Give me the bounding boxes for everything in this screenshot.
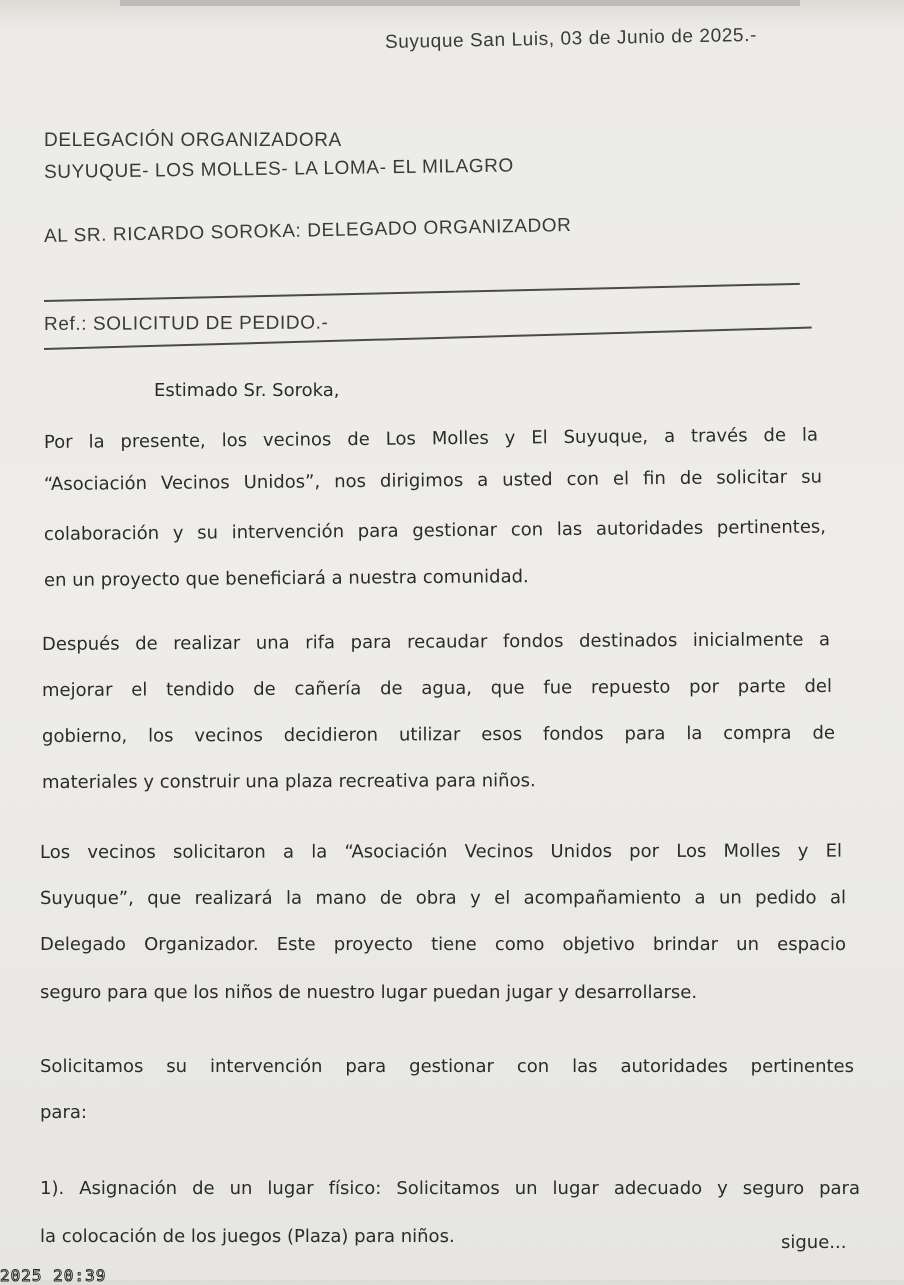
- continues-note: sigue...: [781, 1232, 847, 1253]
- paragraph-line: gobierno, los vecinos decidieron utilizar esos fondos para la compra de: [41, 722, 836, 747]
- paragraph-line: “Asociación Vecinos Unidos”, nos dirigimos a usted con el fin de solicitar su: [43, 466, 823, 495]
- paragraph-line: Suyuque”, que realizará la mano de obra y el acompañamiento a un pedido al: [39, 887, 847, 909]
- paragraph-line: Los vecinos solicitaron a la “Asociación Vecinos Unidos por Los Molles y El: [39, 840, 843, 863]
- paragraph-line: seguro para que los niños de nuestro lugar puedan jugar y desarrollarse.: [40, 982, 698, 1003]
- paragraph-line: Después de realizar una rifa para recaudar fondos destinados inicialmente a: [41, 629, 831, 655]
- item-line: la colocación de los juegos (Plaza) para niños.: [40, 1226, 455, 1247]
- photo-timestamp: 2025 20:39: [0, 1266, 107, 1285]
- paragraph-line: mejorar el tendido de cañería de agua, que fue repuesto por parte del: [41, 675, 833, 701]
- reference-line: Ref.: SOLICITUD DE PEDIDO.-: [43, 312, 329, 335]
- organization-name: DELEGACIÓN ORGANIZADORA: [44, 130, 342, 151]
- recipient-line: AL SR. RICARDO SOROKA: DELEGADO ORGANIZADOR: [43, 214, 572, 247]
- paragraph-line: Delegado Organizador. Este proyecto tiene como objetivo brindar un espacio: [40, 934, 846, 955]
- paragraph-line: colaboración y su intervención para gestionar con las autoridades pertinentes,: [43, 516, 827, 545]
- date-line: Suyuque San Luis, 03 de Junio de 2025.-: [384, 24, 758, 53]
- paragraph-line: para:: [40, 1102, 87, 1123]
- paragraph-line: Por la presente, los vecinos de Los Molles y El Suyuque, a través de la: [43, 424, 819, 453]
- paragraph-line: en un proyecto que beneficiará a nuestra comunidad.: [43, 566, 529, 591]
- top-edge-shadow: [120, 0, 800, 6]
- paragraph-line: materiales y construir una plaza recreativa para niños.: [41, 770, 536, 793]
- divider-line: [44, 283, 800, 302]
- item-line: 1). Asignación de un lugar físico: Solicitamos un lugar adecuado y seguro para: [40, 1178, 860, 1199]
- paragraph-line: Solicitamos su intervención para gestionar con las autoridades pertinentes: [40, 1056, 854, 1077]
- organization-localities: SUYUQUE- LOS MOLLES- LA LOMA- EL MILAGRO: [43, 155, 515, 183]
- greeting: Estimado Sr. Soroka,: [154, 380, 340, 401]
